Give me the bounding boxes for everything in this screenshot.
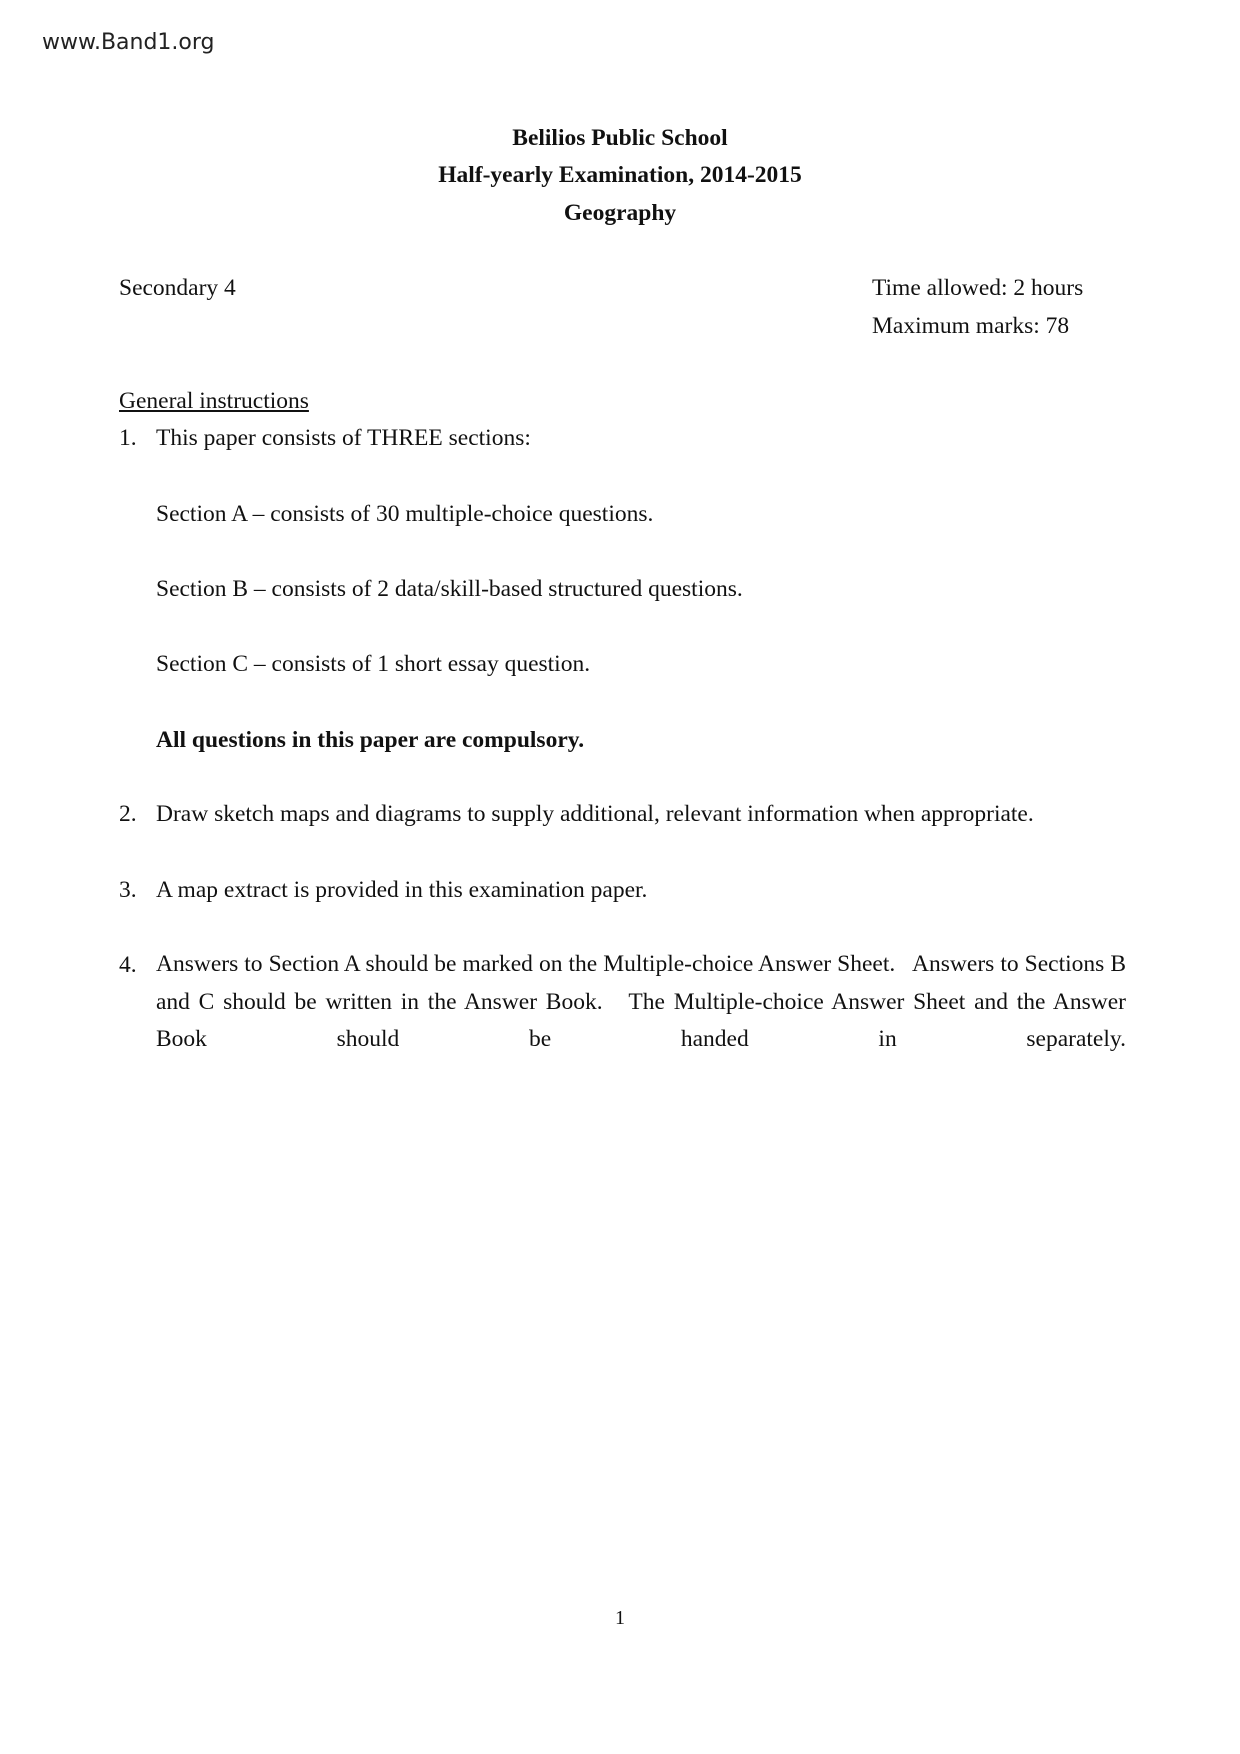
- item-number: 4.: [119, 952, 137, 978]
- page-number: 1: [615, 1607, 625, 1629]
- item-text: This paper consists of THREE sections:: [156, 425, 531, 451]
- time-allowed: Time allowed: 2 hours: [872, 275, 1084, 301]
- watermark: www.Band1.org: [42, 30, 215, 55]
- item-text: Answers to Section A should be marked on the Multiple-choice Answer Sheet. Answers to Sections B and C should be written in the Answer Book. The Multiple-choice Answer Sheet and the Answer Book should be handed in separately.: [156, 951, 1132, 1053]
- section-b-text: Section B – consists of 2 data/skill-based structured questions.: [156, 576, 743, 602]
- compulsory-note: All questions in this paper are compulsory.: [156, 727, 585, 753]
- level-label: Secondary 4: [119, 275, 236, 301]
- item-number: 1.: [119, 425, 137, 451]
- item-number: 3.: [119, 877, 137, 903]
- school-name: Belilios Public School: [512, 125, 728, 151]
- item-number: 2.: [119, 801, 137, 827]
- item-text: Draw sketch maps and diagrams to supply additional, relevant information when appropriate.: [156, 801, 1034, 827]
- exam-title: Half-yearly Examination, 2014-2015: [438, 162, 802, 188]
- max-marks: Maximum marks: 78: [872, 313, 1070, 339]
- instructions-heading: General instructions: [119, 388, 309, 414]
- subject-title: Geography: [563, 200, 677, 226]
- section-c-text: Section C – consists of 1 short essay question.: [156, 651, 591, 677]
- item-text: A map extract is provided in this examination paper.: [156, 877, 648, 903]
- section-a-text: Section A – consists of 30 multiple-choice questions.: [156, 501, 654, 527]
